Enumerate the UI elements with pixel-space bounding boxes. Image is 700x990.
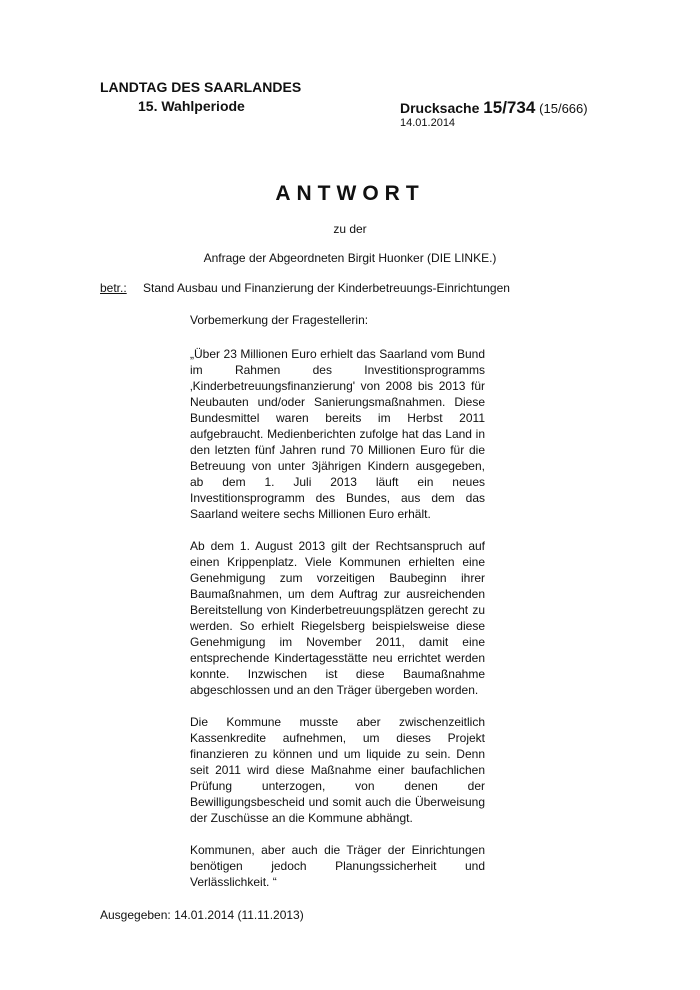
subject-label: betr.:	[100, 281, 127, 295]
issued-date-footer: Ausgegeben: 14.01.2014 (11.11.2013)	[100, 908, 304, 922]
preliminary-remark-body	[190, 346, 485, 906]
inquiry-line: Anfrage der Abgeordneten Birgit Huonker (DIE LINKE.)	[203, 251, 497, 265]
electoral-period: 15. Wahlperiode	[138, 98, 245, 114]
body-paragraph: Kommunen, aber auch die Träger der Einrichtungen benötigen jedoch Planungssicherheit und Verlässlichkeit. “	[190, 843, 485, 889]
document-date: 14.01.2014	[400, 117, 456, 129]
body-paragraph: Die Kommune musste aber zwischenzeitlich Kassenkredite aufnehmen, um dieses Projekt finanzieren zu können und um liquide zu sein. Denn seit 2011 wird diese Maßnahme einer baufachlichen Prüfung unterzogen, von denen der Bewilligungsbescheid und somit auch die Überweisung der Zuschüsse an die Kommune abhängt.	[190, 715, 485, 825]
original-document-number: (15/666)	[539, 101, 588, 116]
document-number: 15/734	[483, 98, 536, 117]
document-label: Drucksache	[400, 100, 480, 116]
document-reference	[400, 98, 588, 118]
body-paragraph: Ab dem 1. August 2013 gilt der Rechtsanspruch auf einen Krippenplatz. Viele Kommunen erhielten eine Genehmigung zum vorzeitigen Baubeginn ihrer Baumaßnahmen, um dem Auftrag zur ausreichenden Bereitstellung von Kinderbetreuungsplätzen gerecht zu werden. So erhielt Riegelsberg beispielsweise diese Genehmigung im November 2011, damit eine entsprechende Kindertagesstätte neu errichtet werden konnte. Inzwischen ist diese Baumaßnahme abgeschlossen und an den Träger übergeben worden.	[190, 539, 485, 697]
parliament-name: LANDTAG DES SAARLANDES	[100, 79, 302, 95]
subtitle-connector: zu der	[333, 222, 367, 236]
body-paragraph: „Über 23 Millionen Euro erhielt das Saarland vom Bund im Rahmen des Investitionsprogramms ‚Kinderbetreuungsfinanzierung' von 2008 bis 2013 für Neubauten und/oder Sanierungsmaßnahmen. Diese Bundesmittel waren bereits im Herbst 2011 aufgebraucht. Medienberichten zufolge hat das Land in den letzten fünf Jahren rund 70 Millionen Euro für die Betreuung von unter 3jährigen Kindern ausgegeben, ab dem 1. Juli 2013 läuft ein neues Investitionsprogramm des Bundes, aus dem das Saarland weitere sechs Millionen Euro erhält.	[190, 347, 485, 521]
subject-text: Stand Ausbau und Finanzierung der Kinderbetreuungs-Einrichtungen	[143, 281, 510, 295]
preliminary-remark-heading: Vorbemerkung der Fragestellerin:	[190, 313, 369, 327]
page-title: ANTWORT	[275, 182, 425, 205]
